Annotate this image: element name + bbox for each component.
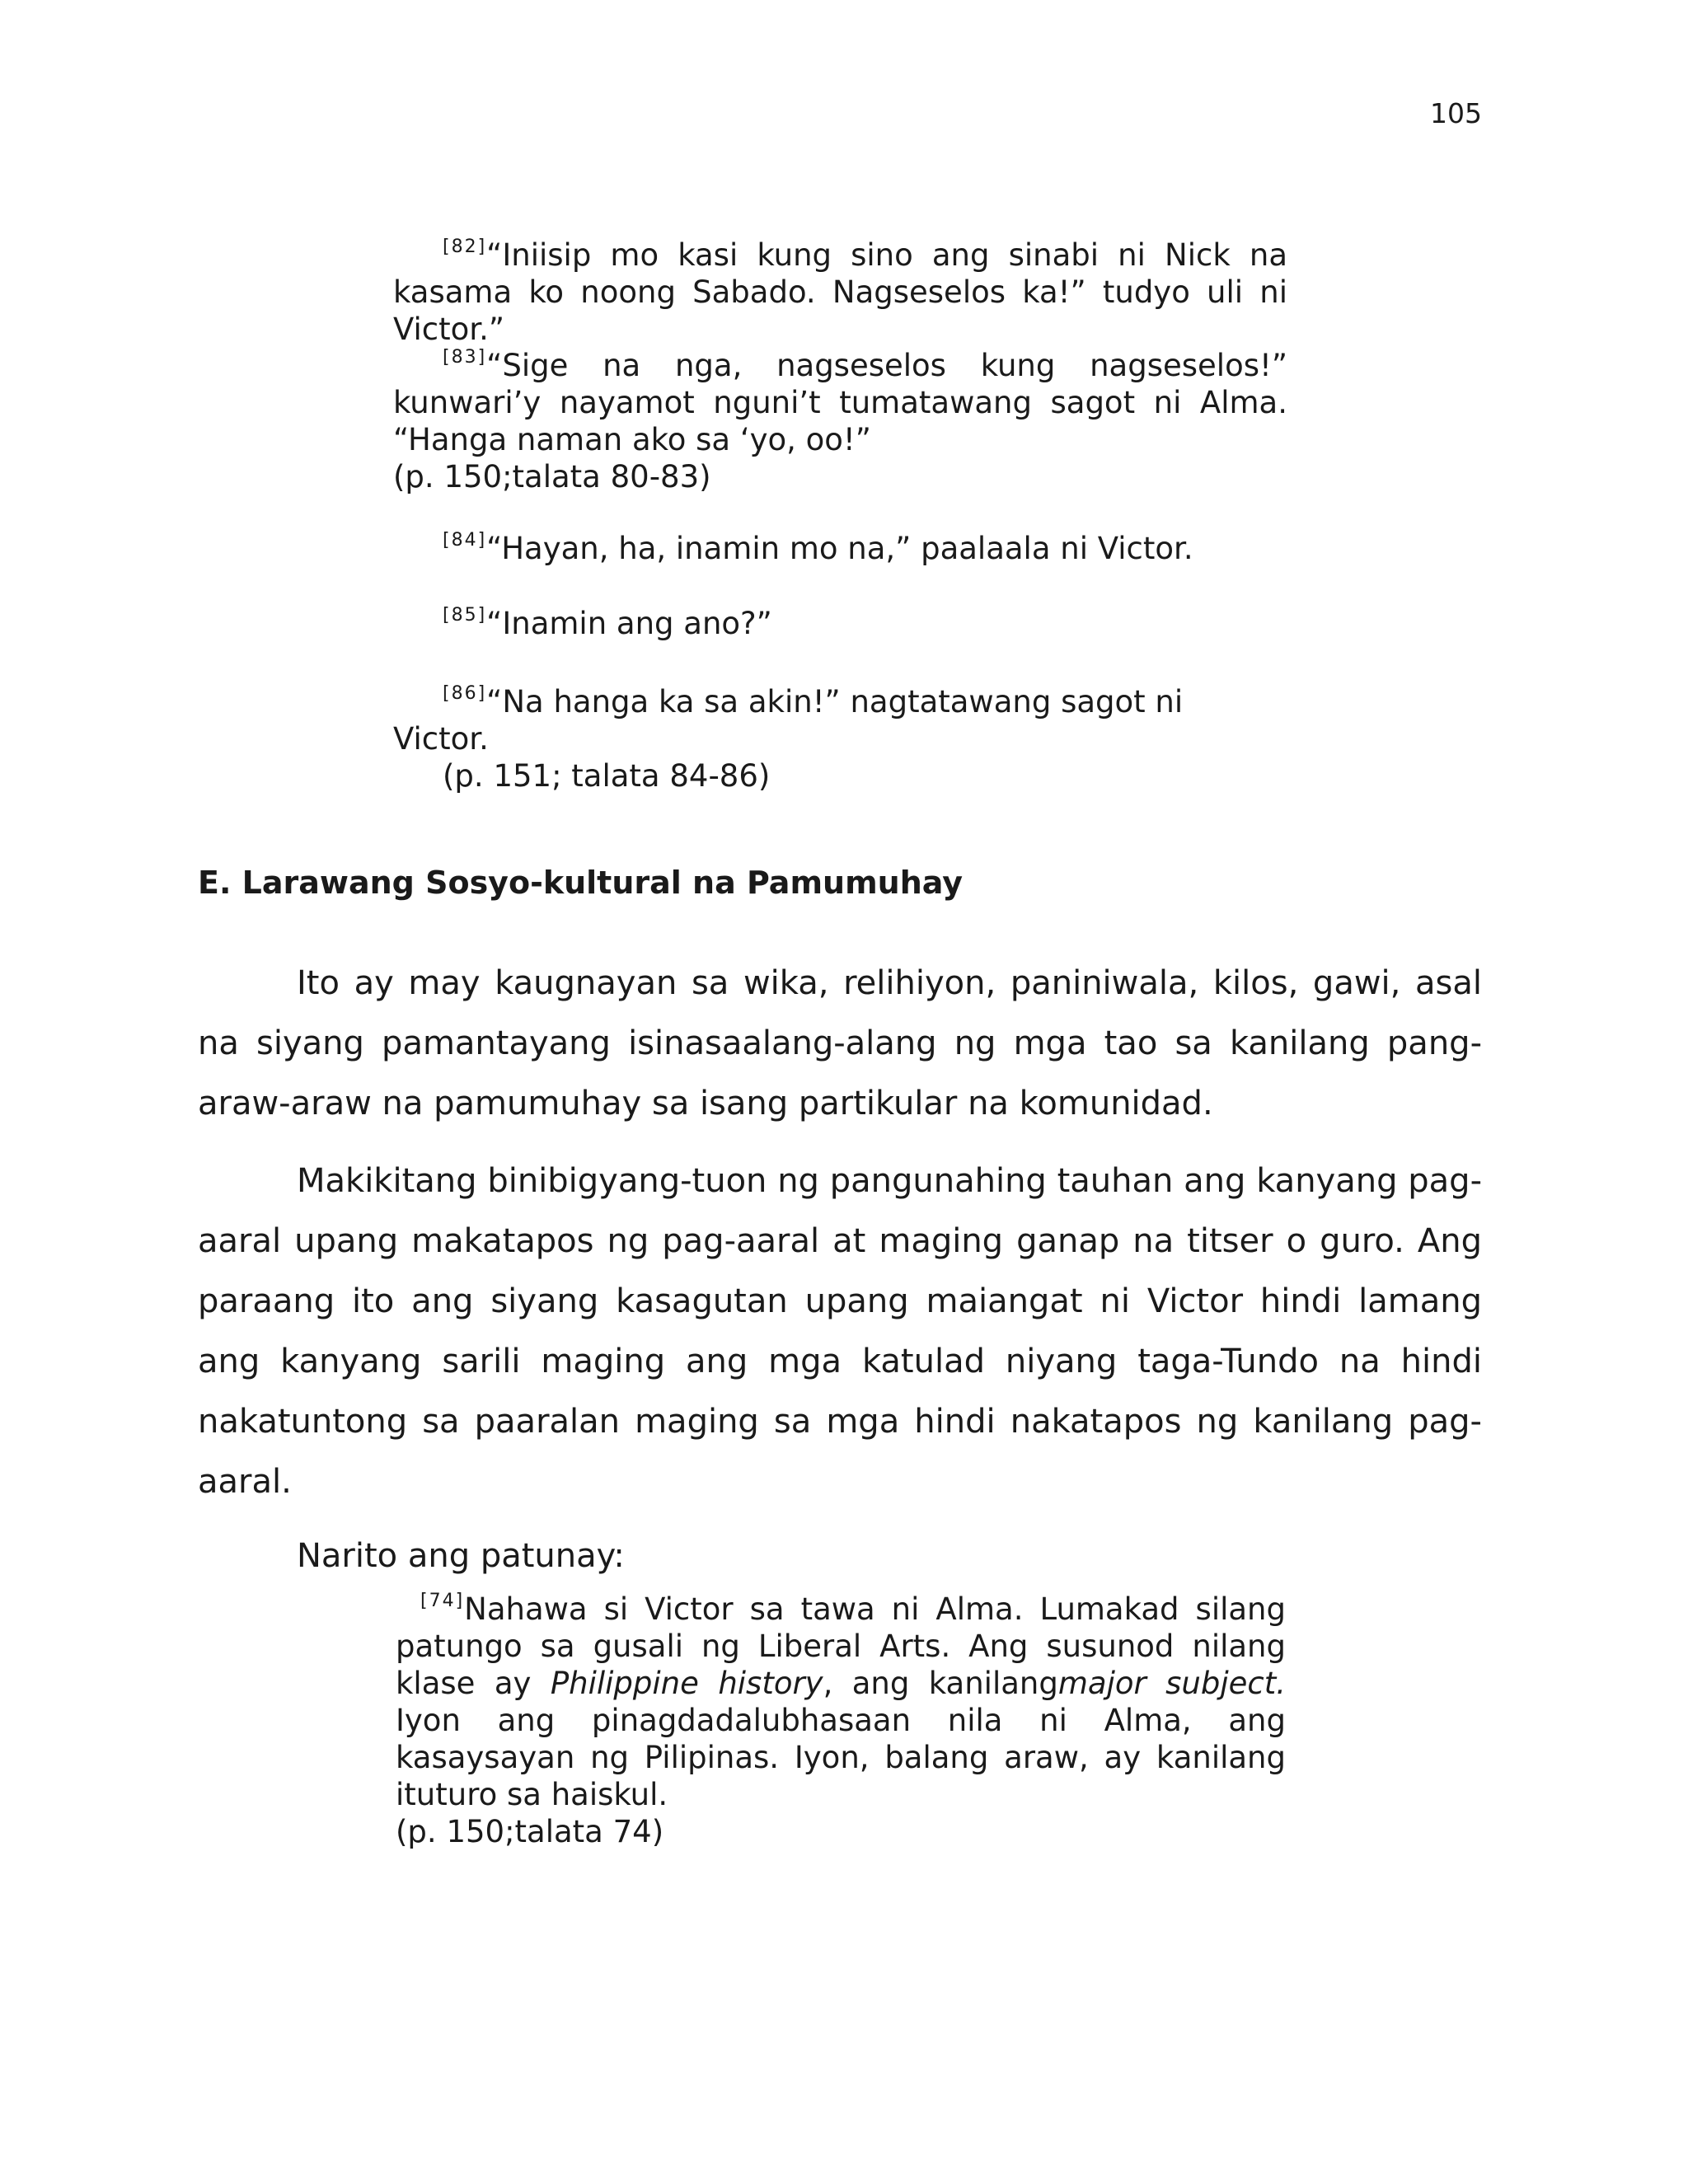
footnote-ref: [86] [443,683,487,704]
section-heading: E. Larawang Sosyo-kultural na Pamumuhay [198,865,964,901]
footnote-ref: [85] [443,605,487,626]
page-number: 105 [1430,97,1482,129]
citation: (p. 151; talata 84-86) [443,758,771,794]
body-paragraph: Ito ay may kaugnayan sa wika, relihiyon, paniniwala, kilos, gawi, asal na siyang pamantayang isinasaalang-alang ng mga tao sa kanilang pang-araw-araw na pamumuhay sa isang partikular na komunidad. [198,964,1482,1122]
quote-text: “Sige na nga, nagseselos kung nagseselos!” kunwari’y nayamot nguni’t tumatawang sagot ni Alma. “Hanga naman ako sa ‘yo, oo!” [393,348,1287,457]
quote-text: “Hayan, ha, inamin mo na,” paalaala ni Victor. [486,531,1193,566]
footnote-ref: [84] [443,530,487,551]
italic-text: major subject. [1057,1666,1286,1701]
footnote-ref: [74] [420,1591,465,1611]
quote-paragraph [393,530,1287,567]
quote-82 [393,237,1287,348]
quote-text: Iyon ang pinagdadalubhasaan nila ni Alma, ang kasaysayan ng Pilipinas. Iyon, balang araw, ay kanilang ituturo sa haiskul. [396,1703,1286,1812]
quote-text: “Na hanga ka sa akin!” nagtatawang sagot ni Victor. [393,684,1184,757]
quote-text: , ang kanilang [823,1666,1058,1701]
body-paragraph: Makikitang binibigyang-tuon ng pangunahing tauhan ang kanyang pag-aaral upang makatapos ng pag-aaral at maging ganap na titser o guro. Ang paraang ito ang siyang kasagutan upang maiangat ni Victor hindi lamang ang kanyang sarili maging ang mga katulad niyang taga-Tundo na hindi nakatuntong sa paaralan maging sa mga hindi nakatapos ng kanilang pag-aaral. [198,1162,1482,1501]
quote-86 [393,683,1287,794]
lead-text: Narito ang patunay: [297,1537,625,1575]
citation: (p. 150;talata 74) [396,1814,664,1849]
quote-text: “Inamin ang ano?” [486,606,772,641]
quote-text: “Iniisip mo kasi kung sino ang sinabi ni Nick na kasama ko noong Sabado. Nagseselos ka!” tudyo uli ni Victor.” [393,237,1287,347]
quote-84 [393,530,1287,567]
quote-paragraph [393,605,1287,642]
quote-paragraph [396,1591,1286,1813]
footnote-ref: [83] [443,347,487,368]
quote-85 [393,605,1287,642]
italic-text: Philippine history [550,1666,823,1701]
proof-quote [396,1591,1286,1850]
quote-paragraph [393,347,1287,458]
quote-paragraph [393,683,1287,757]
footnote-ref: [82] [443,237,487,257]
quote-text: Nahawa si Victor sa tawa ni Alma. Lumakad silang patungo sa gusali ng Liberal Arts. Ang susunod nilang klase ay [396,1591,1286,1701]
quote-paragraph [393,237,1287,348]
quote-83 [393,347,1287,495]
citation: (p. 150;talata 80-83) [393,459,711,494]
